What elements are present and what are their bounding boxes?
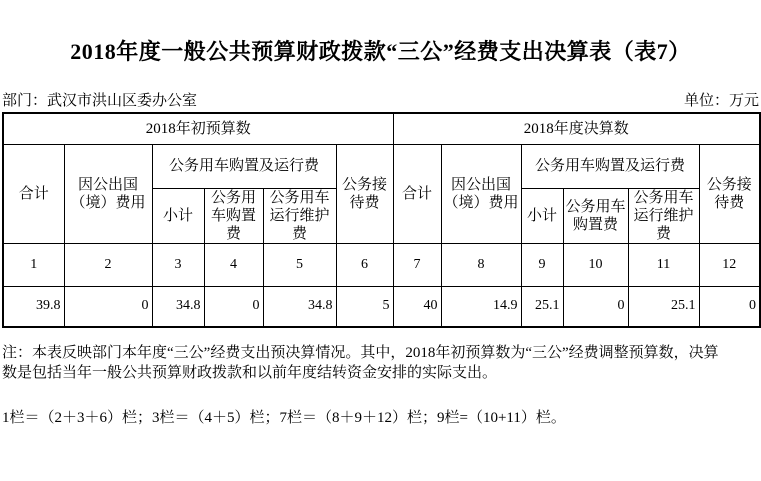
value-row — [3, 286, 760, 327]
value-total-budget: 39.8 — [3, 286, 64, 327]
header-row-upper — [3, 144, 760, 188]
header-abroad-final: 因公出国（境）费用 — [441, 144, 521, 243]
header-subtotal-final: 小计 — [521, 188, 563, 243]
value-abroad-budget: 0 — [64, 286, 152, 327]
header-total-final: 合计 — [393, 144, 441, 243]
value-maintenance-budget: 34.8 — [263, 286, 336, 327]
group-header-budget: 2018年初预算数 — [3, 113, 393, 144]
header-purchase-budget: 公务用车购置费 — [204, 188, 263, 243]
value-purchase-budget: 0 — [204, 286, 263, 327]
header-reception-budget: 公务接待费 — [336, 144, 393, 243]
value-total-final: 40 — [393, 286, 441, 327]
column-number-6: 6 — [336, 243, 393, 286]
header-maintenance-budget: 公务用车运行维护费 — [263, 188, 336, 243]
column-number-12: 12 — [699, 243, 760, 286]
note-line-2: 数是包括当年一般公共预算财政拨款和以前年度结转资金安排的实际支出。 — [2, 365, 498, 381]
value-subtotal-budget: 34.8 — [152, 286, 204, 327]
column-formula-note: 1栏＝（2＋3＋6）栏；3栏＝（4＋5）栏；7栏＝（8＋9＋12）栏；9栏=（10+11）栏。 — [2, 410, 566, 426]
column-number-3: 3 — [152, 243, 204, 286]
group-header-row — [3, 113, 760, 144]
value-purchase-final: 0 — [563, 286, 628, 327]
column-number-8: 8 — [441, 243, 521, 286]
group-header-final: 2018年度决算数 — [393, 113, 760, 144]
value-maintenance-final: 25.1 — [628, 286, 699, 327]
unit-label: 单位：万元 — [683, 93, 759, 109]
header-reception-final: 公务接待费 — [699, 144, 760, 243]
column-number-1: 1 — [3, 243, 64, 286]
header-maintenance-final: 公务用车运行维护费 — [628, 188, 699, 243]
department-label: 部门：武汉市洪山区委办公室 — [2, 93, 198, 109]
column-number-5: 5 — [263, 243, 336, 286]
page — [0, 38, 761, 481]
value-reception-final: 0 — [699, 286, 760, 327]
column-number-7: 7 — [393, 243, 441, 286]
header-abroad-budget: 因公出国（境）费用 — [64, 144, 152, 243]
value-reception-budget: 5 — [336, 286, 393, 327]
column-number-11: 11 — [628, 243, 699, 286]
column-number-2: 2 — [64, 243, 152, 286]
value-subtotal-final: 25.1 — [521, 286, 563, 327]
page-title: 2018年度一般公共预算财政拨款“三公”经费支出决算表（表7） — [70, 39, 691, 64]
header-purchase-final: 公务用车购置费 — [563, 188, 628, 243]
header-total-budget: 合计 — [3, 144, 64, 243]
note-line-1: 注：本表反映部门本年度“三公”经费支出预决算情况。其中，2018年初预算数为“三公”经费调整预算数，决算 — [2, 345, 719, 361]
header-vehicle-group-budget: 公务用车购置及运行费 — [152, 144, 336, 188]
column-number-4: 4 — [204, 243, 263, 286]
column-number-9: 9 — [521, 243, 563, 286]
table-note — [2, 343, 759, 383]
header-subtotal-budget: 小计 — [152, 188, 204, 243]
three-public-expense-table — [2, 112, 761, 328]
column-number-row — [3, 243, 760, 286]
header-vehicle-group-final: 公务用车购置及运行费 — [521, 144, 699, 188]
meta-row — [2, 93, 759, 110]
column-number-10: 10 — [563, 243, 628, 286]
value-abroad-final: 14.9 — [441, 286, 521, 327]
